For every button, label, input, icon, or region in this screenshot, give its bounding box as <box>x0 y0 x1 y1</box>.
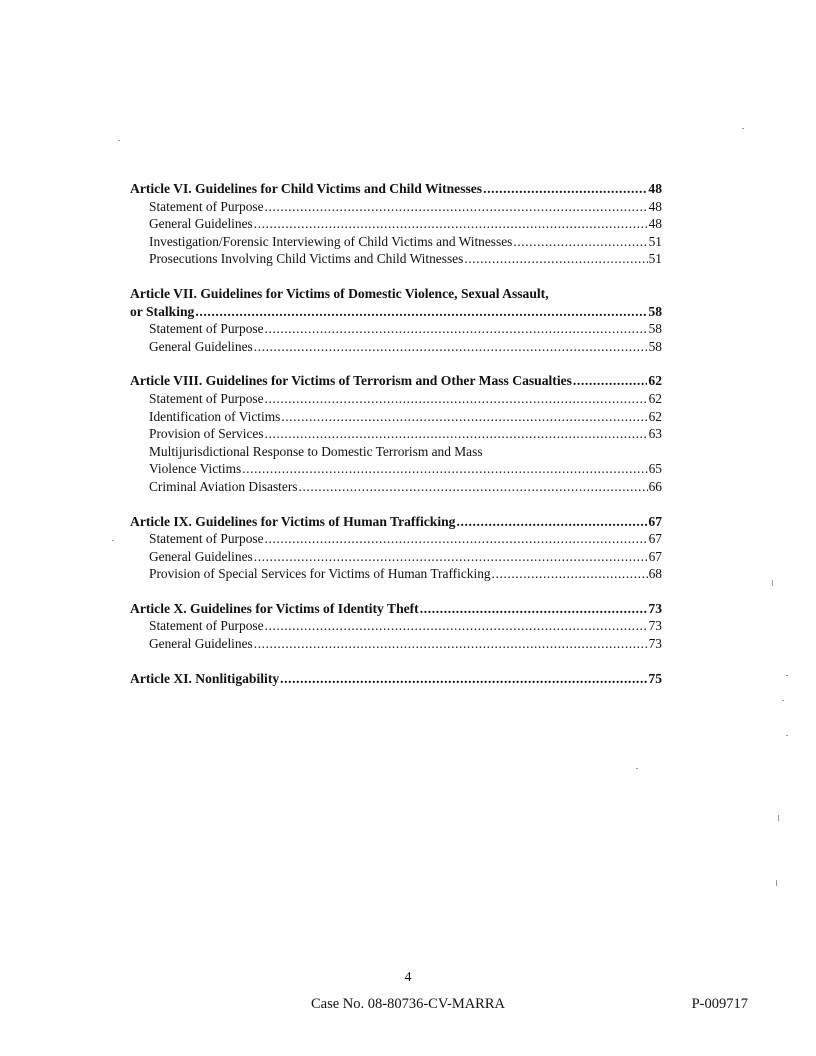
toc-page-number: 73 <box>648 600 662 616</box>
toc-page-number: 75 <box>648 670 662 686</box>
toc-entry-label: Statement of Purpose <box>149 618 264 634</box>
dot-leader <box>254 548 648 566</box>
toc-section-article-viii <box>130 372 662 495</box>
dot-leader <box>299 478 648 496</box>
scan-speck <box>778 815 779 821</box>
table-of-contents <box>130 180 662 704</box>
toc-entry <box>130 390 662 408</box>
toc-entry-label: Statement of Purpose <box>149 321 264 337</box>
scan-speck <box>776 880 777 886</box>
toc-page-number: 67 <box>648 513 662 529</box>
toc-page-number: 62 <box>648 408 662 424</box>
dot-leader <box>254 635 648 653</box>
toc-entry <box>130 198 662 216</box>
toc-entry-label: Statement of Purpose <box>149 198 264 214</box>
dot-leader <box>420 600 648 618</box>
toc-page-number: 48 <box>648 216 662 232</box>
toc-heading-title-line1: Article VII. Guidelines for Victims of Domestic Violence, Sexual Assault, <box>130 285 549 301</box>
toc-page-number: 51 <box>648 233 662 249</box>
dot-leader <box>265 198 648 216</box>
toc-heading <box>130 670 662 688</box>
toc-entry <box>130 530 662 548</box>
toc-heading-title: Article XI. Nonlitigability <box>130 670 280 686</box>
toc-page-number: 73 <box>648 636 662 652</box>
toc-page-number: 68 <box>648 566 662 582</box>
scan-speck <box>636 768 638 769</box>
dot-leader <box>483 180 647 198</box>
toc-page-number: 58 <box>648 321 662 337</box>
scan-speck <box>786 735 788 736</box>
toc-section-article-ix <box>130 513 662 583</box>
toc-page-number: 48 <box>648 198 662 214</box>
toc-page-number: 67 <box>648 531 662 547</box>
dot-leader <box>464 250 647 268</box>
scan-speck <box>742 128 744 129</box>
toc-page-number: 58 <box>648 338 662 354</box>
toc-entry <box>130 478 662 496</box>
toc-section-article-xi <box>130 670 662 688</box>
toc-entry-label: Statement of Purpose <box>149 531 264 547</box>
toc-heading-title: Article IX. Guidelines for Victims of Human Trafficking <box>130 513 456 529</box>
toc-entry-label: General Guidelines <box>149 548 253 564</box>
dot-leader <box>573 372 647 390</box>
toc-page-number: 62 <box>648 390 662 406</box>
toc-entry-label: Criminal Aviation Disasters <box>149 478 298 494</box>
scan-speck <box>772 580 773 586</box>
toc-heading-title: Article VI. Guidelines for Child Victims and Child Witnesses <box>130 181 483 196</box>
dot-leader <box>254 338 648 356</box>
toc-heading <box>130 600 662 618</box>
toc-entry-label: Investigation/Forensic Interviewing of Child Victims and Witnesses <box>149 233 513 249</box>
scan-speck <box>782 700 784 701</box>
page-number: 4 <box>404 970 412 985</box>
toc-entry <box>130 565 662 583</box>
toc-entry-label: Identification of Victims <box>149 408 281 424</box>
toc-entry <box>130 320 662 338</box>
toc-entry-label: General Guidelines <box>149 216 253 232</box>
dot-leader <box>456 513 647 531</box>
toc-page-number: 48 <box>648 181 662 196</box>
toc-entry <box>130 617 662 635</box>
toc-entry-label: General Guidelines <box>149 338 253 354</box>
toc-entry <box>130 233 662 251</box>
toc-page-number: 66 <box>648 478 662 494</box>
dot-leader <box>265 530 648 548</box>
toc-page-number: 51 <box>648 251 662 267</box>
dot-leader <box>265 390 648 408</box>
toc-entry-label: Statement of Purpose <box>149 390 264 406</box>
toc-heading <box>130 372 662 390</box>
toc-entry-label: Prosecutions Involving Child Victims and Child Witnesses <box>149 251 464 267</box>
toc-entry <box>130 548 662 566</box>
dot-leader <box>280 670 647 688</box>
toc-entry-label: Provision of Special Services for Victims of Human Trafficking <box>149 566 491 582</box>
toc-page-number: 62 <box>648 373 662 389</box>
dot-leader <box>254 215 648 233</box>
toc-entry-label: General Guidelines <box>149 636 253 652</box>
toc-page-number: 67 <box>648 548 662 564</box>
toc-page-number: 65 <box>648 461 662 477</box>
toc-heading <box>130 513 662 531</box>
toc-entry <box>130 408 662 426</box>
toc-entry <box>130 635 662 653</box>
dot-leader <box>242 460 647 478</box>
scan-speck <box>786 675 788 676</box>
dot-leader <box>492 565 648 583</box>
toc-section-article-x <box>130 600 662 653</box>
toc-entry-label-line2: Violence Victims <box>149 461 242 477</box>
case-number: Case No. 08-80736-CV-MARRA <box>310 996 505 1012</box>
toc-page-number: 58 <box>648 303 662 319</box>
dot-leader <box>281 408 647 426</box>
toc-page-number: 73 <box>648 618 662 634</box>
toc-heading <box>130 303 662 321</box>
toc-entry <box>130 250 662 268</box>
toc-entry-label: Provision of Services <box>149 426 264 442</box>
toc-section-article-vii <box>130 285 662 355</box>
toc-heading-title: Article VIII. Guidelines for Victims of Terrorism and Other Mass Casualties <box>130 373 572 389</box>
dot-leader <box>265 320 648 338</box>
toc-section-article-vi <box>130 180 662 268</box>
toc-page-number: 63 <box>648 426 662 442</box>
toc-heading-title: Article X. Guidelines for Victims of Identity Theft <box>130 600 419 616</box>
dot-leader <box>513 233 647 251</box>
dot-leader <box>265 617 648 635</box>
toc-entry <box>130 425 662 443</box>
toc-heading <box>130 180 662 198</box>
dot-leader <box>265 425 648 443</box>
toc-entry <box>130 215 662 233</box>
toc-entry <box>130 338 662 356</box>
toc-entry <box>130 460 662 478</box>
toc-heading-title-line2: or Stalking <box>130 303 195 319</box>
scan-speck <box>118 140 120 141</box>
scan-speck <box>112 540 114 541</box>
toc-entry-label-line1: Multijurisdictional Response to Domestic Terrorism and Mass <box>149 443 483 459</box>
bates-number: P-009717 <box>691 996 748 1012</box>
dot-leader <box>195 303 647 321</box>
